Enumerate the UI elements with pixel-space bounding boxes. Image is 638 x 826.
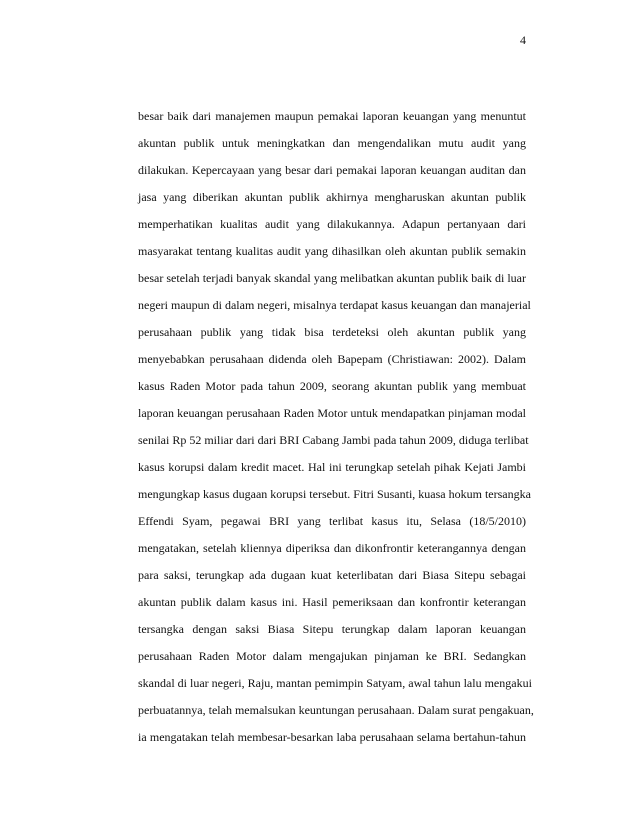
text-line: kasus Raden Motor pada tahun 2009, seorang akuntan publik yang membuat [138,379,526,393]
text-line: kasus korupsi dalam kredit macet. Hal ini terungkap setelah pihak Kejati Jambi [138,460,526,474]
text-line: dilakukan. Kepercayaan yang besar dari pemakai laporan keuangan auditan dan [138,163,526,177]
text-line: besar baik dari manajemen maupun pemakai laporan keuangan yang menuntut [138,109,526,123]
text-line: menyebabkan perusahaan didenda oleh Bapepam (Christiawan: 2002). Dalam [138,352,526,366]
text-line: ia mengatakan telah membesar-besarkan laba perusahaan selama bertahun-tahun [138,730,526,744]
text-line: besar setelah terjadi banyak skandal yang melibatkan akuntan publik baik di luar [138,271,526,285]
text-line: mengatakan, setelah kliennya diperiksa dan dikonfrontir keterangannya dengan [138,541,526,555]
text-line: tersangka dengan saksi Biasa Sitepu terungkap dalam laporan keuangan [138,622,526,636]
body-paragraph [138,108,534,756]
text-line: masyarakat tentang kualitas audit yang dihasilkan oleh akuntan publik semakin [138,244,526,258]
text-line: para saksi, terungkap ada dugaan kuat keterlibatan dari Biasa Sitepu sebagai [138,568,526,582]
text-line: perusahaan publik yang tidak bisa terdeteksi oleh akuntan publik yang [138,325,526,339]
text-line: jasa yang diberikan akuntan publik akhirnya mengharuskan akuntan publik [138,190,526,204]
text-line: laporan keuangan perusahaan Raden Motor untuk mendapatkan pinjaman modal [138,406,526,420]
text-line: akuntan publik untuk meningkatkan dan mengendalikan mutu audit yang [138,136,526,150]
text-line: negeri maupun di dalam negeri, misalnya terdapat kasus keuangan dan manajerial [138,298,531,312]
text-line: skandal di luar negeri, Raju, mantan pemimpin Satyam, awal tahun lalu mengakui [138,676,532,690]
page-number: 4 [520,33,526,47]
text-line: perbuatannya, telah memalsukan keuntungan perusahaan. Dalam surat pengakuan, [138,703,534,717]
text-line: memperhatikan kualitas audit yang dilakukannya. Adapun pertanyaan dari [138,217,526,231]
text-line: akuntan publik dalam kasus ini. Hasil pemeriksaan dan konfrontir keterangan [138,595,526,609]
text-line: mengungkap kasus dugaan korupsi tersebut. Fitri Susanti, kuasa hokum tersangka [138,487,531,501]
text-line: senilai Rp 52 miliar dari dari BRI Cabang Jambi pada tahun 2009, diduga terlibat [138,433,529,447]
text-line: Effendi Syam, pegawai BRI yang terlibat kasus itu, Selasa (18/5/2010) [138,514,526,528]
text-line: perusahaan Raden Motor dalam mengajukan pinjaman ke BRI. Sedangkan [138,649,526,663]
